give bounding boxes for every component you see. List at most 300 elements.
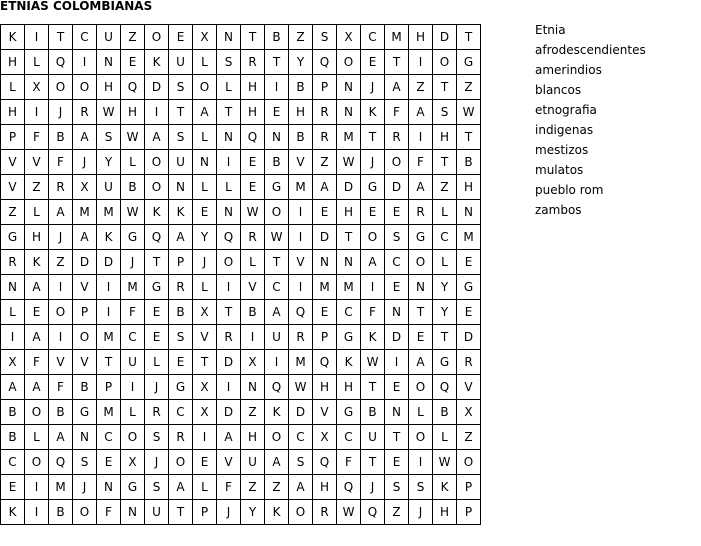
- grid-cell: Q: [289, 300, 313, 325]
- grid-cell: X: [1, 350, 25, 375]
- grid-cell: L: [121, 400, 145, 425]
- grid-cell: M: [49, 475, 73, 500]
- grid-cell: H: [241, 425, 265, 450]
- grid-cell: E: [1, 475, 25, 500]
- grid-cell: I: [49, 275, 73, 300]
- grid-cell: A: [169, 225, 193, 250]
- grid-cell: L: [241, 250, 265, 275]
- grid-cell: Z: [457, 75, 481, 100]
- grid-cell: C: [73, 25, 97, 50]
- grid-cell: L: [25, 425, 49, 450]
- grid-cell: L: [193, 50, 217, 75]
- grid-cell: O: [217, 250, 241, 275]
- grid-cell: L: [1, 75, 25, 100]
- grid-cell: O: [457, 450, 481, 475]
- grid-row: [1, 400, 481, 425]
- grid-cell: N: [337, 250, 361, 275]
- grid-cell: J: [73, 475, 97, 500]
- word-list-item: pueblo rom: [535, 183, 604, 197]
- grid-cell: H: [313, 475, 337, 500]
- grid-cell: E: [385, 200, 409, 225]
- grid-cell: I: [25, 25, 49, 50]
- grid-cell: O: [73, 75, 97, 100]
- grid-cell: G: [409, 225, 433, 250]
- grid-cell: M: [97, 200, 121, 225]
- grid-cell: D: [457, 325, 481, 350]
- grid-cell: O: [145, 175, 169, 200]
- grid-cell: J: [217, 500, 241, 525]
- grid-cell: Z: [409, 75, 433, 100]
- grid-cell: F: [121, 300, 145, 325]
- grid-cell: T: [433, 325, 457, 350]
- grid-cell: W: [121, 200, 145, 225]
- grid-cell: O: [265, 425, 289, 450]
- grid-cell: F: [49, 150, 73, 175]
- grid-cell: N: [385, 300, 409, 325]
- grid-row: [1, 250, 481, 275]
- grid-cell: A: [409, 100, 433, 125]
- grid-cell: K: [361, 100, 385, 125]
- grid-cell: L: [193, 175, 217, 200]
- grid-cell: C: [265, 275, 289, 300]
- grid-cell: N: [97, 50, 121, 75]
- grid-cell: B: [361, 400, 385, 425]
- grid-cell: D: [289, 400, 313, 425]
- word-list-item: etnografia: [535, 103, 597, 117]
- grid-cell: I: [25, 475, 49, 500]
- grid-cell: S: [433, 100, 457, 125]
- grid-cell: U: [97, 175, 121, 200]
- grid-cell: X: [193, 25, 217, 50]
- grid-cell: B: [169, 300, 193, 325]
- grid-cell: B: [49, 500, 73, 525]
- grid-cell: H: [1, 50, 25, 75]
- grid-cell: N: [337, 75, 361, 100]
- grid-cell: P: [73, 300, 97, 325]
- grid-cell: L: [193, 475, 217, 500]
- grid-cell: K: [265, 500, 289, 525]
- grid-cell: N: [241, 375, 265, 400]
- grid-cell: E: [313, 300, 337, 325]
- grid-cell: N: [73, 425, 97, 450]
- grid-cell: H: [337, 375, 361, 400]
- grid-cell: T: [241, 25, 265, 50]
- grid-cell: L: [433, 200, 457, 225]
- grid-cell: P: [313, 325, 337, 350]
- grid-cell: O: [169, 450, 193, 475]
- grid-cell: R: [313, 125, 337, 150]
- word-list-item: blancos: [535, 83, 582, 97]
- grid-cell: N: [337, 100, 361, 125]
- grid-cell: L: [409, 400, 433, 425]
- grid-cell: E: [409, 325, 433, 350]
- grid-cell: D: [97, 250, 121, 275]
- grid-cell: B: [265, 150, 289, 175]
- grid-cell: O: [145, 25, 169, 50]
- grid-cell: A: [265, 450, 289, 475]
- grid-cell: G: [337, 325, 361, 350]
- grid-row: [1, 350, 481, 375]
- grid-cell: M: [73, 200, 97, 225]
- grid-cell: S: [145, 425, 169, 450]
- grid-cell: M: [97, 400, 121, 425]
- grid-cell: S: [217, 50, 241, 75]
- grid-cell: A: [73, 125, 97, 150]
- grid-cell: T: [385, 50, 409, 75]
- word-list-item: afrodescendientes: [535, 43, 646, 57]
- page-title: ETNIAS COLOMBIANAS: [0, 0, 153, 13]
- grid-cell: A: [265, 300, 289, 325]
- grid-cell: A: [409, 350, 433, 375]
- grid-cell: S: [409, 475, 433, 500]
- grid-cell: W: [337, 500, 361, 525]
- grid-cell: J: [49, 225, 73, 250]
- grid-cell: G: [337, 400, 361, 425]
- grid-cell: R: [1, 250, 25, 275]
- grid-cell: I: [385, 350, 409, 375]
- grid-cell: H: [457, 175, 481, 200]
- grid-row: [1, 125, 481, 150]
- grid-cell: W: [289, 375, 313, 400]
- grid-cell: R: [217, 325, 241, 350]
- grid-cell: D: [385, 325, 409, 350]
- grid-cell: J: [361, 75, 385, 100]
- grid-cell: Z: [313, 150, 337, 175]
- grid-cell: Q: [217, 225, 241, 250]
- grid-cell: J: [193, 250, 217, 275]
- grid-cell: I: [265, 350, 289, 375]
- grid-row: [1, 25, 481, 50]
- grid-cell: B: [289, 125, 313, 150]
- grid-cell: H: [433, 500, 457, 525]
- grid-cell: K: [433, 475, 457, 500]
- grid-row: [1, 75, 481, 100]
- grid-cell: W: [241, 200, 265, 225]
- grid-cell: M: [289, 175, 313, 200]
- grid-cell: Z: [265, 475, 289, 500]
- grid-cell: H: [25, 225, 49, 250]
- grid-cell: N: [217, 25, 241, 50]
- grid-cell: G: [145, 275, 169, 300]
- grid-cell: I: [73, 50, 97, 75]
- word-list: [535, 20, 646, 220]
- grid-cell: Q: [49, 50, 73, 75]
- grid-cell: X: [121, 450, 145, 475]
- grid-cell: M: [337, 275, 361, 300]
- grid-cell: O: [289, 500, 313, 525]
- grid-cell: T: [217, 100, 241, 125]
- grid-cell: V: [289, 250, 313, 275]
- grid-cell: Q: [121, 75, 145, 100]
- grid-cell: O: [145, 150, 169, 175]
- grid-cell: A: [217, 425, 241, 450]
- grid-cell: K: [1, 25, 25, 50]
- grid-cell: I: [409, 450, 433, 475]
- grid-cell: T: [169, 100, 193, 125]
- grid-cell: O: [337, 50, 361, 75]
- grid-cell: N: [97, 475, 121, 500]
- grid-cell: X: [193, 375, 217, 400]
- grid-cell: A: [49, 425, 73, 450]
- grid-cell: S: [169, 125, 193, 150]
- grid-cell: O: [409, 425, 433, 450]
- grid-cell: F: [385, 100, 409, 125]
- grid-cell: N: [265, 125, 289, 150]
- grid-cell: O: [49, 75, 73, 100]
- grid-cell: N: [409, 275, 433, 300]
- grid-cell: G: [457, 50, 481, 75]
- grid-cell: M: [313, 275, 337, 300]
- grid-cell: V: [1, 150, 25, 175]
- word-list-item: mestizos: [535, 143, 589, 157]
- grid-cell: B: [241, 300, 265, 325]
- grid-cell: U: [121, 350, 145, 375]
- grid-cell: W: [121, 125, 145, 150]
- grid-cell: L: [433, 250, 457, 275]
- grid-cell: O: [385, 150, 409, 175]
- grid-cell: Z: [433, 175, 457, 200]
- grid-row: [1, 275, 481, 300]
- grid-cell: O: [409, 250, 433, 275]
- grid-cell: H: [433, 125, 457, 150]
- grid-cell: I: [289, 225, 313, 250]
- grid-cell: T: [337, 225, 361, 250]
- grid-cell: Q: [265, 375, 289, 400]
- grid-cell: G: [73, 400, 97, 425]
- grid-cell: O: [265, 200, 289, 225]
- grid-cell: V: [313, 400, 337, 425]
- grid-cell: I: [97, 275, 121, 300]
- grid-cell: H: [241, 100, 265, 125]
- grid-cell: E: [121, 50, 145, 75]
- grid-cell: G: [121, 475, 145, 500]
- grid-cell: Q: [313, 350, 337, 375]
- grid-cell: F: [49, 375, 73, 400]
- grid-cell: K: [25, 250, 49, 275]
- grid-cell: Q: [313, 50, 337, 75]
- grid-row: [1, 475, 481, 500]
- grid-cell: P: [1, 125, 25, 150]
- grid-cell: C: [169, 400, 193, 425]
- grid-cell: V: [49, 350, 73, 375]
- grid-cell: R: [73, 100, 97, 125]
- grid-cell: A: [289, 475, 313, 500]
- grid-cell: N: [193, 150, 217, 175]
- grid-cell: M: [97, 325, 121, 350]
- grid-cell: J: [361, 150, 385, 175]
- grid-cell: O: [121, 425, 145, 450]
- grid-cell: U: [169, 50, 193, 75]
- grid-cell: E: [313, 200, 337, 225]
- grid-cell: I: [97, 300, 121, 325]
- grid-cell: T: [433, 75, 457, 100]
- grid-cell: W: [433, 450, 457, 475]
- grid-cell: Z: [49, 250, 73, 275]
- grid-cell: K: [169, 200, 193, 225]
- grid-cell: F: [337, 450, 361, 475]
- grid-cell: O: [25, 450, 49, 475]
- grid-cell: A: [169, 475, 193, 500]
- grid-cell: U: [361, 425, 385, 450]
- grid-row: [1, 500, 481, 525]
- grid-cell: E: [241, 175, 265, 200]
- grid-cell: N: [1, 275, 25, 300]
- grid-cell: G: [361, 175, 385, 200]
- grid-cell: U: [169, 150, 193, 175]
- grid-cell: E: [385, 450, 409, 475]
- grid-cell: V: [457, 375, 481, 400]
- grid-cell: N: [217, 200, 241, 225]
- grid-cell: X: [337, 25, 361, 50]
- grid-cell: R: [289, 325, 313, 350]
- grid-cell: G: [121, 225, 145, 250]
- grid-cell: F: [409, 150, 433, 175]
- grid-cell: M: [457, 225, 481, 250]
- grid-cell: S: [385, 475, 409, 500]
- grid-row: [1, 175, 481, 200]
- grid-cell: I: [1, 325, 25, 350]
- grid-cell: I: [289, 200, 313, 225]
- grid-cell: G: [169, 375, 193, 400]
- grid-cell: E: [361, 200, 385, 225]
- grid-cell: I: [409, 50, 433, 75]
- grid-cell: Q: [361, 500, 385, 525]
- grid-cell: F: [217, 475, 241, 500]
- grid-cell: C: [121, 325, 145, 350]
- grid-cell: Z: [385, 500, 409, 525]
- grid-cell: D: [73, 250, 97, 275]
- grid-cell: G: [1, 225, 25, 250]
- grid-cell: A: [361, 250, 385, 275]
- grid-cell: I: [217, 275, 241, 300]
- grid-cell: T: [145, 250, 169, 275]
- grid-cell: H: [121, 100, 145, 125]
- grid-cell: M: [121, 275, 145, 300]
- grid-cell: H: [313, 375, 337, 400]
- grid-cell: U: [145, 500, 169, 525]
- grid-cell: N: [385, 400, 409, 425]
- grid-cell: J: [361, 475, 385, 500]
- grid-cell: O: [361, 225, 385, 250]
- grid-cell: Q: [337, 475, 361, 500]
- grid-cell: T: [265, 250, 289, 275]
- grid-cell: W: [337, 150, 361, 175]
- grid-cell: V: [217, 450, 241, 475]
- grid-cell: L: [121, 150, 145, 175]
- grid-cell: I: [409, 125, 433, 150]
- grid-cell: I: [241, 325, 265, 350]
- grid-cell: A: [25, 325, 49, 350]
- grid-cell: V: [241, 275, 265, 300]
- grid-cell: T: [265, 50, 289, 75]
- grid-row: [1, 100, 481, 125]
- word-list-item: Etnia: [535, 23, 566, 37]
- grid-cell: N: [457, 200, 481, 225]
- grid-cell: T: [457, 125, 481, 150]
- word-list-item: indigenas: [535, 123, 594, 137]
- grid-cell: R: [145, 400, 169, 425]
- grid-cell: R: [313, 100, 337, 125]
- grid-cell: H: [289, 100, 313, 125]
- grid-cell: H: [337, 200, 361, 225]
- grid-cell: B: [73, 375, 97, 400]
- grid-cell: A: [313, 175, 337, 200]
- grid-cell: Y: [193, 225, 217, 250]
- grid-cell: B: [265, 25, 289, 50]
- grid-cell: O: [49, 300, 73, 325]
- grid-cell: I: [25, 100, 49, 125]
- grid-cell: V: [193, 325, 217, 350]
- grid-cell: O: [25, 400, 49, 425]
- grid-cell: V: [73, 350, 97, 375]
- grid-cell: E: [361, 50, 385, 75]
- grid-cell: A: [193, 100, 217, 125]
- grid-cell: U: [241, 450, 265, 475]
- grid-cell: R: [409, 200, 433, 225]
- grid-cell: Y: [433, 275, 457, 300]
- grid-cell: C: [433, 225, 457, 250]
- grid-cell: T: [169, 500, 193, 525]
- grid-cell: D: [313, 225, 337, 250]
- grid-cell: P: [313, 75, 337, 100]
- grid-cell: N: [121, 500, 145, 525]
- grid-cell: E: [169, 25, 193, 50]
- grid-cell: S: [313, 25, 337, 50]
- grid-cell: H: [409, 25, 433, 50]
- grid-cell: C: [1, 450, 25, 475]
- grid-cell: A: [1, 375, 25, 400]
- grid-cell: L: [1, 300, 25, 325]
- grid-cell: I: [145, 100, 169, 125]
- grid-cell: A: [25, 375, 49, 400]
- grid-cell: M: [289, 350, 313, 375]
- grid-cell: O: [73, 325, 97, 350]
- grid-cell: O: [73, 500, 97, 525]
- grid-cell: X: [193, 400, 217, 425]
- grid-cell: E: [265, 100, 289, 125]
- grid-cell: S: [97, 125, 121, 150]
- grid-cell: X: [25, 75, 49, 100]
- grid-cell: J: [145, 450, 169, 475]
- grid-cell: K: [97, 225, 121, 250]
- grid-cell: F: [97, 500, 121, 525]
- grid-cell: I: [121, 375, 145, 400]
- grid-cell: O: [433, 50, 457, 75]
- grid-cell: D: [145, 75, 169, 100]
- grid-cell: B: [457, 150, 481, 175]
- grid-cell: T: [49, 25, 73, 50]
- grid-row: [1, 375, 481, 400]
- grid-cell: A: [409, 175, 433, 200]
- grid-cell: G: [457, 275, 481, 300]
- grid-cell: W: [97, 100, 121, 125]
- grid-cell: L: [193, 275, 217, 300]
- grid-cell: E: [385, 275, 409, 300]
- grid-cell: Z: [289, 25, 313, 50]
- grid-cell: P: [457, 500, 481, 525]
- grid-cell: Z: [121, 25, 145, 50]
- grid-cell: Z: [25, 175, 49, 200]
- grid-cell: T: [433, 150, 457, 175]
- grid-cell: E: [457, 250, 481, 275]
- grid-cell: K: [145, 200, 169, 225]
- grid-cell: K: [337, 350, 361, 375]
- grid-cell: P: [193, 500, 217, 525]
- grid-row: [1, 450, 481, 475]
- grid-cell: E: [193, 200, 217, 225]
- grid-cell: D: [337, 175, 361, 200]
- grid-cell: C: [97, 425, 121, 450]
